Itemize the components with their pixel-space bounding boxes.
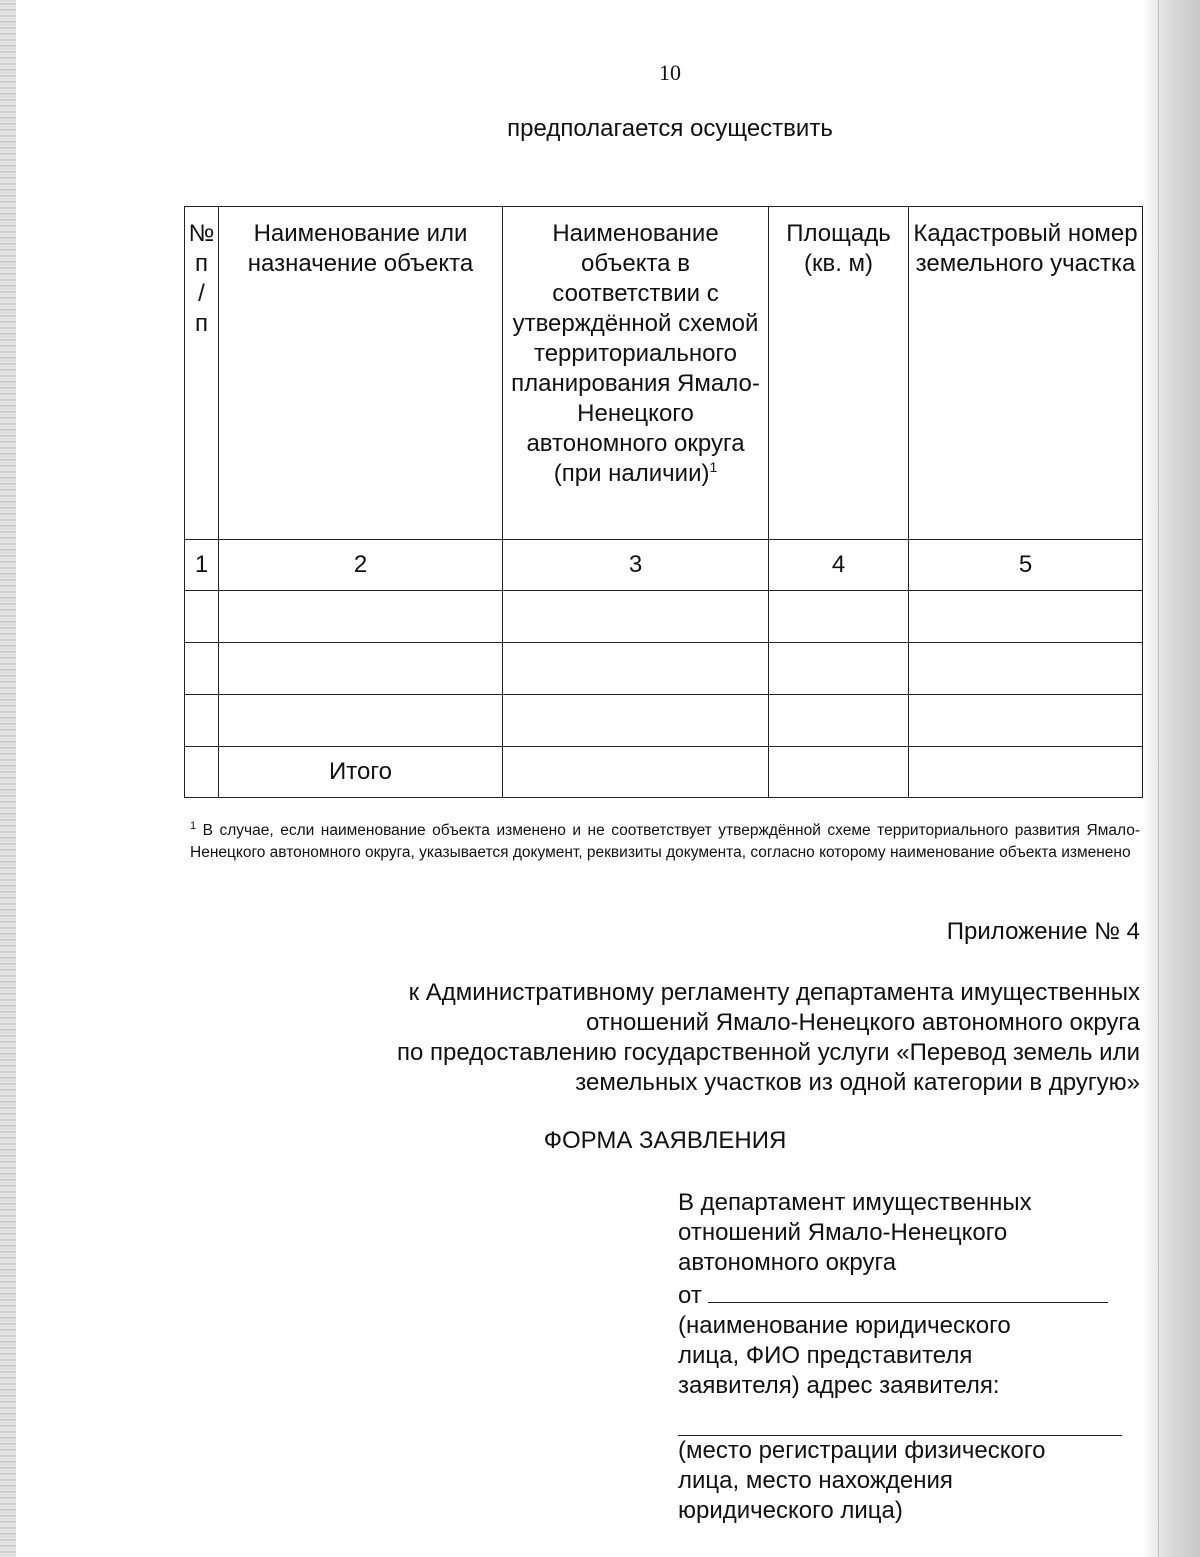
table-cell[interactable] xyxy=(185,591,219,643)
table-cell[interactable] xyxy=(185,747,219,798)
table-cell[interactable] xyxy=(769,643,909,695)
table-cell[interactable] xyxy=(503,591,769,643)
appendix-line: по предоставлению государственной услуги «Перевод земель или xyxy=(396,1039,1140,1066)
table-cell[interactable] xyxy=(769,695,909,747)
table-cell[interactable] xyxy=(769,591,909,643)
applicant-address-field[interactable] xyxy=(678,1401,1122,1436)
addressee-line: отношений Ямало-Ненецкого xyxy=(678,1219,1008,1246)
table-row xyxy=(185,591,1143,643)
table-cell[interactable] xyxy=(909,747,1143,798)
intro-line: предполагается осуществить xyxy=(507,115,833,142)
header-number: № п / п xyxy=(185,207,219,540)
footnote-text: В случае, если наименование объекта изменено и не соответствует утверждённой схеме территориального развития Ямало-Ненецкого автономного округа, указывается документ, реквизиты документа, согласно которому наименование объекта изменено xyxy=(190,822,1141,861)
addressee-line: автономного округа xyxy=(678,1249,897,1276)
table-cell[interactable] xyxy=(219,695,503,747)
address-hint: юридического лица) xyxy=(678,1497,903,1524)
column-number: 1 xyxy=(185,540,219,591)
table-cell[interactable] xyxy=(503,695,769,747)
table-row xyxy=(185,695,1143,747)
table-row xyxy=(185,643,1143,695)
page-number: 10 xyxy=(659,60,681,85)
column-numbers-row xyxy=(185,540,1143,591)
table-cell[interactable] xyxy=(503,643,769,695)
address-hint: (место регистрации физического xyxy=(678,1437,1046,1464)
appendix-line: к Административному регламенту департамента имущественных xyxy=(408,979,1140,1006)
footnote xyxy=(190,820,1140,864)
applicant-hint: лица, ФИО представителя xyxy=(678,1342,973,1369)
header-area: Площадь (кв. м) xyxy=(769,207,909,540)
addressee-block xyxy=(678,1188,1128,1526)
appendix-line: отношений Ямало-Ненецкого автономного округа xyxy=(585,1009,1140,1036)
table-cell[interactable] xyxy=(503,747,769,798)
column-number: 4 xyxy=(769,540,909,591)
addressee-line: В департамент имущественных xyxy=(678,1189,1032,1216)
header-object-name: Наименование или назначение объекта xyxy=(219,207,503,540)
from-label: от xyxy=(678,1282,702,1309)
objects-table xyxy=(184,206,1143,798)
header-object-plan-name: Наименование объекта в соответствии с утверждённой схемой территориального планирования Ямало-Ненецкого автономного округа (при наличии)$^1$ xyxy=(503,207,769,540)
applicant-hint: заявителя) адрес заявителя: xyxy=(678,1372,1000,1399)
total-row xyxy=(185,747,1143,798)
appendix-reference xyxy=(260,978,1140,1098)
table-cell[interactable] xyxy=(909,643,1143,695)
address-hint: лица, место нахождения xyxy=(678,1467,953,1494)
table-cell[interactable] xyxy=(185,643,219,695)
table-header-row xyxy=(185,207,1143,540)
column-number: 3 xyxy=(503,540,769,591)
column-number: 2 xyxy=(219,540,503,591)
table-cell[interactable] xyxy=(769,747,909,798)
table-cell[interactable] xyxy=(219,643,503,695)
table-cell[interactable] xyxy=(909,591,1143,643)
form-title: ФОРМА ЗАЯВЛЕНИЯ xyxy=(543,1127,787,1154)
appendix-line: земельных участков из одной категории в другую» xyxy=(575,1069,1140,1096)
scan-edge-right xyxy=(1142,0,1200,1557)
table-cell[interactable] xyxy=(909,695,1143,747)
column-number: 5 xyxy=(909,540,1143,591)
scan-edge-line xyxy=(1158,0,1159,1557)
table-cell[interactable] xyxy=(219,591,503,643)
table-cell[interactable] xyxy=(185,695,219,747)
from-line xyxy=(678,1278,1128,1311)
header-cadastral-number: Кадастровый номер земельного участка xyxy=(909,207,1143,540)
footnote-mark: 1 xyxy=(709,459,718,475)
footnote-number: 1 xyxy=(190,819,197,832)
applicant-hint: (наименование юридического xyxy=(678,1312,1011,1339)
applicant-name-field[interactable] xyxy=(708,1278,1108,1303)
total-label: Итого xyxy=(219,747,503,798)
appendix-title: Приложение № 4 xyxy=(946,918,1140,945)
scan-edge-left xyxy=(0,0,16,1557)
